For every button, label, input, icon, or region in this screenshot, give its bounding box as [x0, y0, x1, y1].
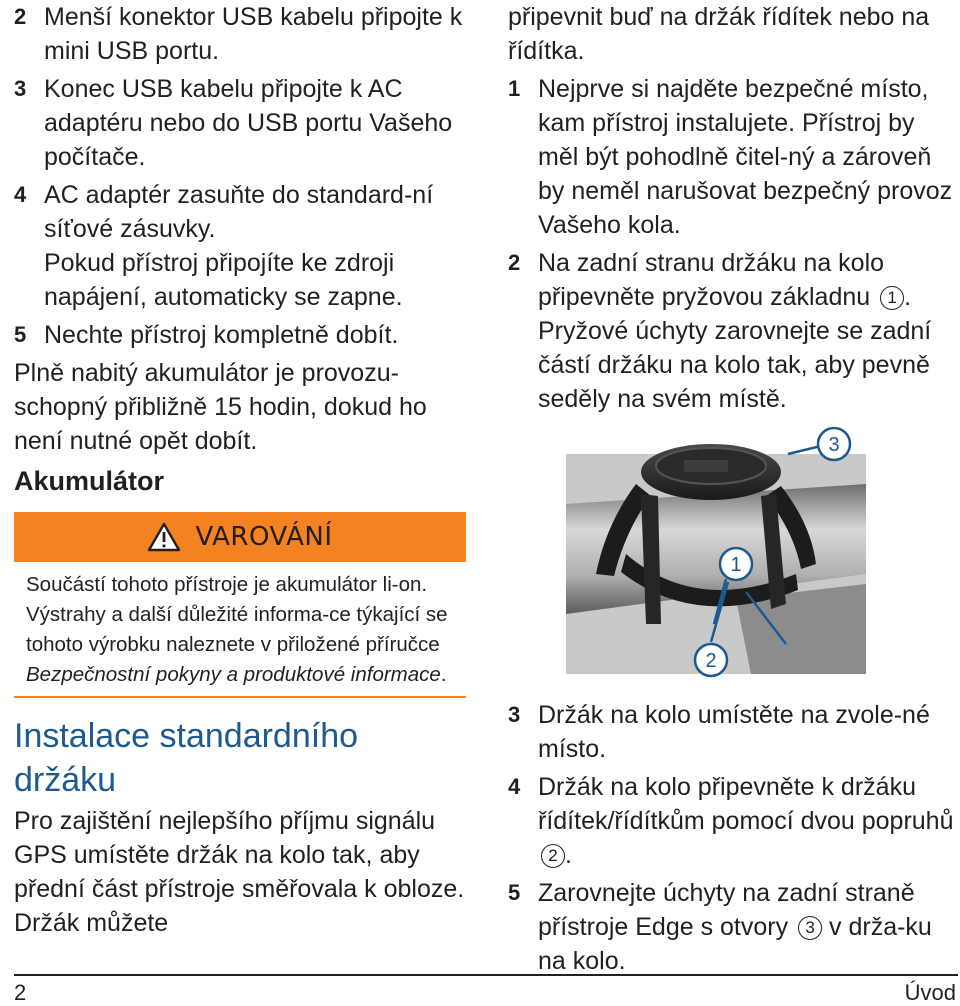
svg-text:3: 3 [828, 434, 840, 456]
callout-3-marker: 3 [798, 916, 822, 940]
step-number: 2 [508, 250, 521, 275]
warning-triangle-icon [147, 522, 181, 552]
warning-text [14, 562, 466, 690]
manual-title: Bezpečnostní pokyny a produktové informace [26, 663, 441, 686]
intro-text: připevnit buď na držák řídítek nebo na řídítka. [508, 3, 930, 65]
warning-text-a: Součástí tohoto přístroje je akumulátor li-on. Výstrahy a další důležité informa-ce týkající se tohoto výrobku naleznete v přiložené příručce [26, 573, 448, 656]
callout-2-marker: 2 [541, 844, 565, 868]
warning-text-b: . [440, 663, 447, 686]
step-3 [14, 72, 466, 174]
callout-3 [818, 428, 850, 460]
step-number: 2 [14, 4, 27, 29]
bike-mount-illustration [566, 424, 866, 696]
mount-step-1 [508, 72, 958, 242]
warning-banner [14, 512, 466, 562]
footer-rule [14, 974, 958, 976]
step-number: 5 [14, 322, 27, 347]
step-text: Konec USB kabelu připojte k AC adaptéru nebo do USB portu Vašeho počítače. [44, 75, 453, 171]
step-number: 3 [14, 76, 27, 101]
step-5-note: Plně nabitý akumulátor je provozu-schopný přibližně 15 hodin, dokud ho není nutné opět dobít. [14, 359, 427, 455]
left-column [14, 0, 466, 940]
step-text: Nejprve si najděte bezpečné místo, kam přístroj instalujete. Přístroj by měl být pohodlně čitel-ný a zároveň by neměl narušovat bezpečný provoz Vašeho kola. [538, 75, 953, 239]
step-4 [14, 178, 466, 246]
mount-step-5 [508, 876, 958, 978]
mount-step-2-note: Pryžové úchyty zarovnejte se zadní částí držáku na kolo tak, aby pevně seděly na svém místě. [538, 317, 932, 413]
step-text: Zarovnejte úchyty na zadní straně přístroje Edge s otvory [538, 879, 915, 941]
step-number: 3 [508, 702, 521, 727]
mount-step-3 [508, 698, 958, 766]
step-4-note: Pokud přístroj připojíte ke zdroji napájení, automaticky se zapne. [44, 249, 403, 311]
step-number: 1 [508, 76, 521, 101]
right-column-lower [508, 698, 958, 978]
step-text-after: v drža-ku na kolo. [538, 913, 932, 975]
callout-1-marker: 1 [880, 286, 904, 310]
step-number: 4 [508, 774, 521, 799]
step-text: Držák na kolo umístěte na zvole-né místo. [538, 701, 930, 763]
step-2 [14, 0, 466, 68]
warning-title: VAROVÁNÍ [195, 522, 333, 552]
step-text: Držák na kolo připevněte k držáku řídítek/řídítkům pomocí dvou popruhů [538, 773, 954, 835]
step-text: AC adaptér zasuňte do standard-ní síťové zásuvky. [44, 181, 434, 243]
step-text: Nechte přístroj kompletně dobít. [44, 321, 399, 349]
step-number: 4 [14, 182, 27, 207]
svg-text:2: 2 [705, 650, 717, 672]
step-number: 5 [508, 880, 521, 905]
step-text: Na zadní stranu držáku na kolo připevněte pryžovou základnu [538, 249, 885, 311]
step-text: Menší konektor USB kabelu připojte k mini USB portu. [44, 3, 463, 65]
mount-step-2 [508, 246, 958, 314]
right-column [508, 0, 958, 416]
callout-2 [695, 644, 727, 676]
callout-1 [720, 548, 752, 580]
page-number: 2 [14, 980, 27, 1005]
install-heading: Instalace standardního držáku [14, 717, 359, 799]
warning-divider [14, 696, 466, 698]
mount-step-4 [508, 770, 958, 872]
step-5 [14, 318, 466, 352]
install-paragraph: Pro zajištění nejlepšího příjmu signálu GPS umístěte držák na kolo tak, aby přední část přístroje směřovala k obloze. Držák můžete [14, 807, 465, 937]
step-text-after: . [904, 283, 912, 311]
step-text-after: . [565, 841, 572, 869]
section-name: Úvod [904, 980, 956, 1005]
svg-text:1: 1 [730, 554, 742, 576]
battery-heading: Akumulátor [14, 466, 165, 496]
